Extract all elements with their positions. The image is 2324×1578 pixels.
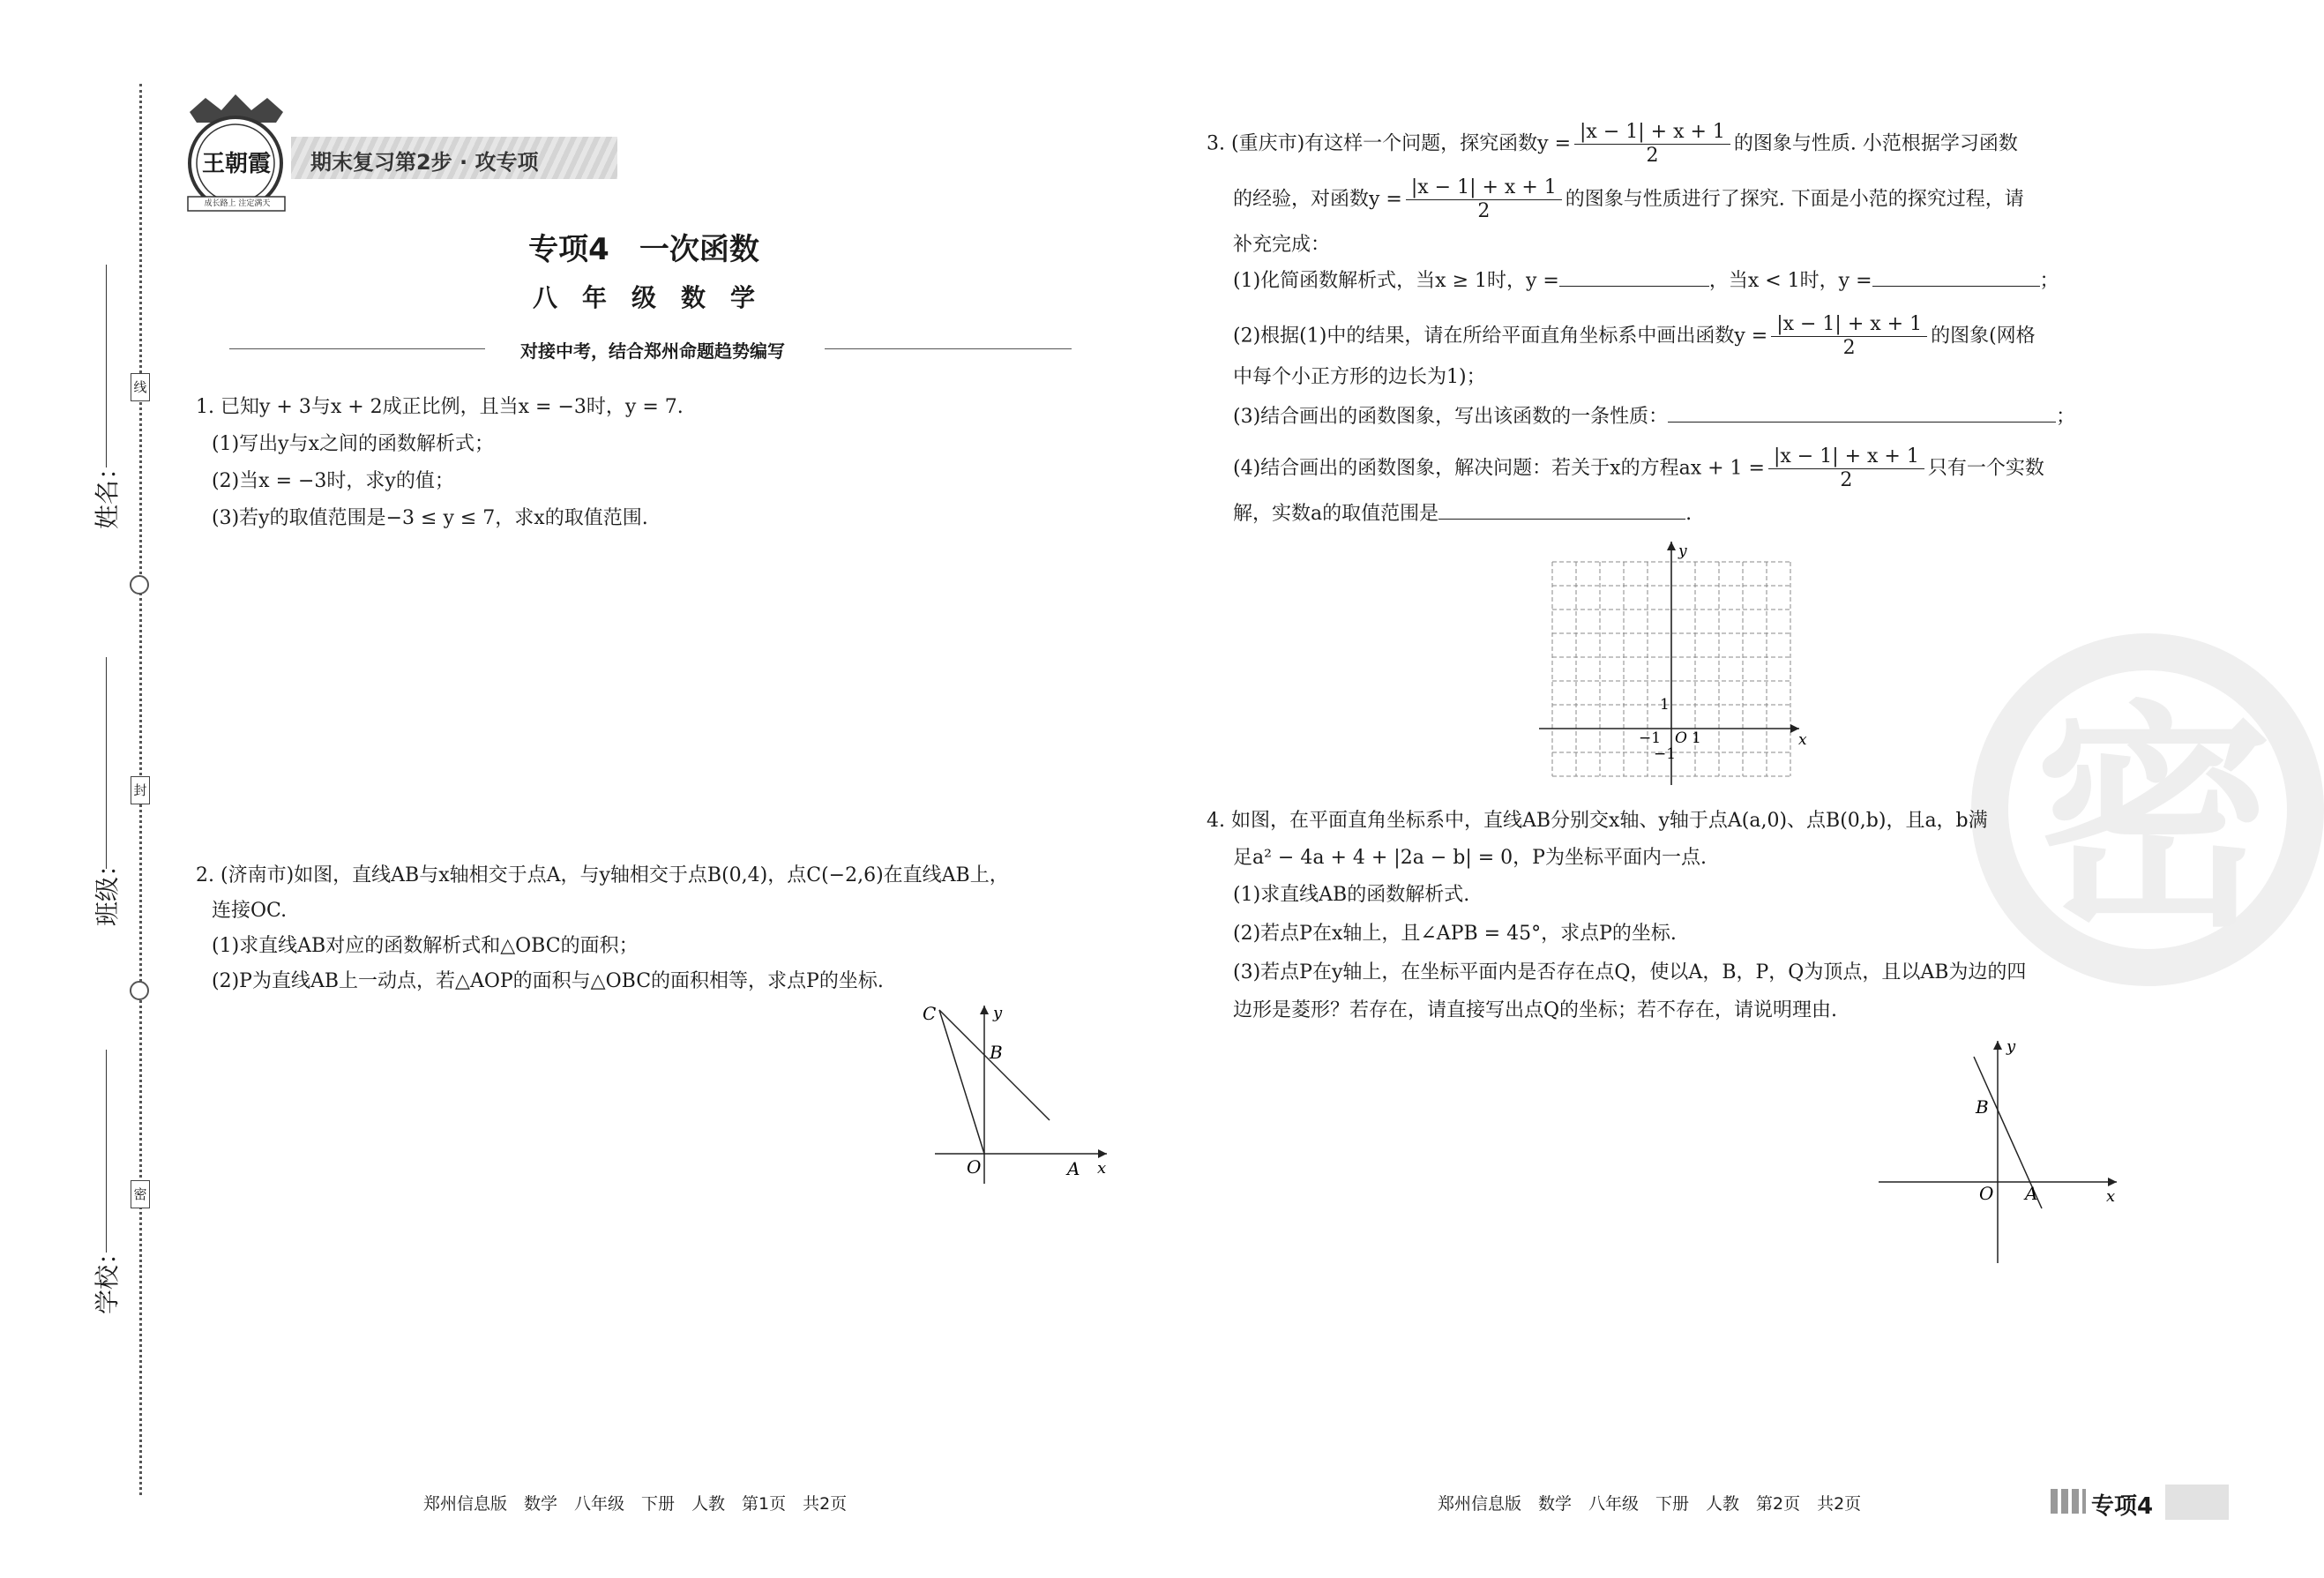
- q3-grid-neg-one-y: −1: [1654, 745, 1677, 763]
- q3-frac-num: |x − 1| + x + 1: [1574, 121, 1730, 145]
- footer-right: 郑州信息版 数学 八年级 下册 人教 第2页 共2页: [1438, 1494, 1862, 1514]
- q3-part2-a: (2)根据(1)中的结果，请在所给平面直角坐标系中画出函数y =: [1233, 325, 1768, 348]
- q3-frac-den: 2: [1842, 337, 1856, 359]
- q3-grid-one-x: 1: [1692, 729, 1701, 747]
- q3-part3-b: ；: [2056, 406, 2076, 428]
- q3-blank-1[interactable]: [1559, 266, 1709, 287]
- note-line-left: [229, 348, 485, 349]
- q4-x-arrow: [2108, 1178, 2117, 1186]
- footer-tab: [2086, 1485, 2229, 1520]
- q3-grid-x: x: [1798, 731, 1807, 749]
- q3-frac-num: |x − 1| + x + 1: [1771, 313, 1927, 337]
- q3-stem-a: 3. (重庆市)有这样一个问题，探究函数y =: [1207, 132, 1572, 155]
- q4-label-a: A: [2025, 1183, 2038, 1204]
- note-line-right: [825, 348, 1072, 349]
- page-title: 专项4 一次函数: [528, 232, 759, 267]
- q2-part1: (1)求直线AB对应的函数解析式和△OBC的面积；: [212, 935, 639, 957]
- q2-line-ab: [939, 1010, 1050, 1120]
- q3-part4-cont-a: 解，实数a的取值范围是: [1233, 503, 1439, 525]
- q3-part4-cont: [1233, 499, 1692, 528]
- q2-figure: [917, 997, 1120, 1191]
- q4-part2: (2)若点P在x轴上，且∠APB = 45°，求点P的坐标.: [1233, 923, 1677, 945]
- q4-figure: [1870, 1032, 2126, 1266]
- q3-fraction: [1768, 445, 1924, 492]
- footer-tab-decoration: [2051, 1489, 2086, 1514]
- q3-frac-den: 2: [1840, 469, 1853, 491]
- q4-stem-cont: 足a² − 4a + 4 + |2a − b| = 0，P为坐标平面内一点.: [1233, 847, 1707, 869]
- q2-y-arrow: [980, 1006, 989, 1014]
- q4-y-arrow: [1993, 1041, 2002, 1050]
- q3-part4-cont-b: .: [1685, 503, 1693, 525]
- seal-ornament-icon: [130, 981, 149, 1000]
- page-subtitle: 八 年 级 数 学: [532, 283, 755, 312]
- q3-line2: [1233, 176, 2024, 223]
- class-label: 班级：: [93, 851, 122, 926]
- q3-part3-a: (3)结合画出的函数图象，写出该函数的一条性质：: [1233, 406, 1669, 428]
- q3-line2-b: 的图象与性质进行了探究. 下面是小范的探究过程，请: [1565, 188, 2024, 211]
- class-underline: [106, 657, 107, 869]
- q3-part1-a: (1)化简函数解析式，当x ≥ 1时，y =: [1233, 270, 1559, 292]
- q3-part1-b: ，当x < 1时，y =: [1708, 270, 1872, 292]
- q3-frac-num: |x − 1| + x + 1: [1768, 445, 1924, 469]
- q3-fraction: [1406, 176, 1562, 223]
- q3-grid-neg-one-x: −1: [1639, 729, 1662, 747]
- brand-logo: [172, 93, 300, 216]
- q3-part2-b: 的图象(网格: [1931, 325, 2036, 348]
- banner-background: [291, 137, 617, 179]
- brand-tagline: 成长路上 注定满天: [204, 199, 271, 208]
- q2-label-y: y: [993, 1004, 1003, 1022]
- q3-frac-den: 2: [1646, 145, 1659, 167]
- q3-grid-origin: O: [1675, 729, 1687, 747]
- q1-part2: (2)当x = −3时，求y的值；: [212, 470, 454, 492]
- q3-part2-cont: 中每个小正方形的边长为1)；: [1233, 366, 1486, 388]
- q4-part3-cont: 边形是菱形？若存在，请直接写出点Q的坐标；若不存在，请说明理由.: [1233, 999, 1838, 1021]
- title-note: 对接中考，结合郑州命题趋势编写: [520, 340, 785, 362]
- q3-line1: [1207, 121, 2018, 168]
- seal-char-secret: 密: [131, 1180, 150, 1208]
- name-underline: [106, 265, 107, 467]
- q2-stem: 2. (济南市)如图，直线AB与x轴相交于点A，与y轴相交于点B(0,4)，点C(−2,6)在直线AB上，: [196, 864, 1009, 886]
- watermark-char: 密: [2035, 681, 2273, 959]
- q1-stem: 1. 已知y + 3与x + 2成正比例，且当x = −3时，y = 7.: [196, 396, 684, 418]
- q3-part1-c: ；: [2039, 270, 2059, 292]
- school-label: 学校：: [93, 1239, 122, 1314]
- seal-ornament-icon: [130, 575, 149, 595]
- q4-stem: 4. 如图，在平面直角坐标系中，直线AB分别交x轴、y轴于点A(a,0)、点B(0,b)，且a，b满: [1207, 810, 1988, 832]
- q3-frac-num: |x − 1| + x + 1: [1406, 176, 1562, 200]
- q3-fraction: [1771, 313, 1927, 360]
- q3-blank-2[interactable]: [1872, 266, 2040, 287]
- q2-label-a: A: [1067, 1158, 1080, 1179]
- brand-name: 王朝霞: [201, 151, 271, 177]
- q3-blank-4[interactable]: [1438, 499, 1685, 520]
- q3-part4-a: (4)结合画出的函数图象，解决问题：若关于x的方程ax + 1 =: [1233, 457, 1765, 480]
- q3-part4-b: 只有一个实数: [1927, 457, 2044, 480]
- footer-left: 郑州信息版 数学 八年级 下册 人教 第1页 共2页: [423, 1494, 848, 1514]
- q4-part3: (3)若点P在y轴上，在坐标平面内是否存在点Q，使以A，B，P，Q为顶点，且以AB为边的四: [1233, 961, 2027, 983]
- q3-part3: [1233, 402, 2075, 431]
- q3-y-arrow: [1667, 542, 1676, 550]
- q1-part1: (1)写出y与x之间的函数解析式；: [212, 433, 494, 455]
- q3-part1: [1233, 266, 2059, 295]
- q3-fraction: [1574, 121, 1730, 168]
- q2-label-c: C: [923, 1003, 937, 1024]
- q3-grid-figure: [1530, 540, 1812, 787]
- q3-grid-one: 1: [1660, 696, 1670, 714]
- q2-label-o: O: [967, 1156, 982, 1178]
- q4-label-b: B: [1976, 1096, 1989, 1118]
- school-underline: [106, 1050, 107, 1253]
- q4-label-o: O: [1979, 1183, 1994, 1204]
- q2-part2: (2)P为直线AB上一动点，若△AOP的面积与△OBC的面积相等，求点P的坐标.: [212, 970, 884, 992]
- name-label: 姓名：: [93, 454, 122, 529]
- q3-part4: [1233, 445, 2044, 492]
- q3-grid-y: y: [1678, 542, 1687, 560]
- q3-frac-den: 2: [1477, 200, 1491, 222]
- q4-label-x: x: [2106, 1187, 2116, 1206]
- q3-stem-b: 的图象与性质. 小范根据学习函数: [1733, 132, 2018, 155]
- seal-char-line: 线: [131, 373, 150, 401]
- q4-part1: (1)求直线AB的函数解析式.: [1233, 884, 1470, 906]
- seal-char-seal: 封: [131, 776, 150, 804]
- banner-text: 期末复习第2步 · 攻专项: [310, 150, 539, 175]
- q3-line3: 补充完成：: [1233, 234, 1331, 256]
- q3-blank-3[interactable]: [1668, 402, 2056, 423]
- q4-label-y: y: [2006, 1037, 2016, 1056]
- q3-part2: [1233, 313, 2036, 360]
- watermark-circle: [1971, 633, 2324, 986]
- q2-stem-cont: 连接OC.: [212, 900, 288, 922]
- q2-x-arrow: [1098, 1149, 1107, 1158]
- q3-line2-a: 的经验，对函数y =: [1233, 188, 1402, 211]
- q2-label-x: x: [1097, 1159, 1107, 1178]
- q2-label-b: B: [990, 1042, 1003, 1063]
- q1-part3: (3)若y的取值范围是−3 ≤ y ≤ 7，求x的取值范围.: [212, 507, 648, 529]
- footer-tab-label: 专项4: [2091, 1493, 2154, 1520]
